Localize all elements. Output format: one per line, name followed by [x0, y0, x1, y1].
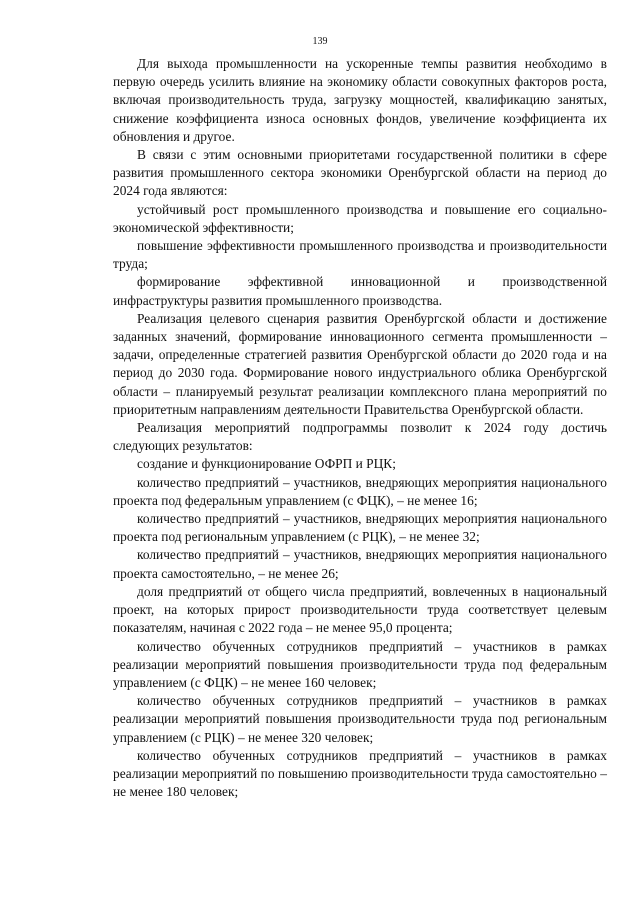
paragraph-results-intro: Реализация мероприятий подпрограммы позволит к 2024 году достичь следующих результатов:: [113, 420, 607, 454]
paragraph-priority-infrastructure: формирование эффективной инновационной и производственной инфраструктуры развития промышленного производства.: [113, 274, 607, 308]
paragraph-result-trained-regional: количество обученных сотрудников предприятий – участников в рамках реализации мероприятий повышения производительности труда под региональным управлением (с РЦК) – не менее 320 человек;: [113, 693, 607, 745]
page-number: 139: [312, 36, 328, 47]
document-body: [113, 55, 607, 801]
paragraph-result-ofrp-rck: создание и функционирование ОФРП и РЦК;: [137, 456, 396, 472]
paragraph-priority-efficiency: повышение эффективности промышленного производства и производительности труда;: [113, 238, 607, 272]
paragraph-result-productivity-share: доля предприятий от общего числа предприятий, вовлеченных в национальный проект, на которых прирост производительности труда соответствует целевым показателям, начиная с 2022 года – не менее 95,0 процента;: [113, 583, 607, 636]
paragraph-result-trained-federal: количество обученных сотрудников предприятий – участников в рамках реализации мероприятий повышения производительности труда под федеральным управлением (с ФЦК) – не менее 160 человек;: [113, 638, 607, 690]
paragraph-policy-priorities-intro: В связи с этим основными приоритетами государственной политики в сфере развития промышленного сектора экономики Оренбургской области на период до 2024 года являются:: [113, 147, 607, 199]
paragraph-result-trained-independent: количество обученных сотрудников предприятий – участников в рамках реализации мероприятий по повышению производительности труда самостоятельно – не менее 180 человек;: [113, 747, 607, 800]
paragraph-target-scenario: Реализация целевого сценария развития Оренбургской области и достижение заданных значений, формирование инновационного сегмента промышленности – задачи, определенные стратегией развития Оренбургской области до 2020 года и на период до 2030 года. Формирование нового индустриального облика Оренбургской области – планируемый результат реализации комплексного плана мероприятий по приоритетным направлениям деятельности Правительства Оренбургской области.: [113, 310, 607, 417]
paragraph-priority-sustainable-growth: устойчивый рост промышленного производства и повышение его социально-экономической эффективности;: [113, 201, 607, 235]
paragraph-industry-growth-factors: Для выхода промышленности на ускоренные темпы развития необходимо в первую очередь усилить влияние на экономику области совокупных факторов роста, включая производительность труда, загрузку мощностей, квалификацию занятых, снижение коэффициента износа основных фондов, увеличение коэффициента их обновления и другое.: [113, 56, 607, 144]
paragraph-result-regional-enterprises: количество предприятий – участников, внедряющих мероприятия национального проекта под региональным управлением (с РЦК), – не менее 32;: [113, 511, 607, 545]
paragraph-result-independent-enterprises: количество предприятий – участников, внедряющих мероприятия национального проекта самостоятельно, – не менее 26;: [113, 547, 607, 581]
paragraph-result-federal-enterprises: количество предприятий – участников, внедряющих мероприятия национального проекта под федеральным управлением (с ФЦК), – не менее 16;: [113, 474, 607, 508]
